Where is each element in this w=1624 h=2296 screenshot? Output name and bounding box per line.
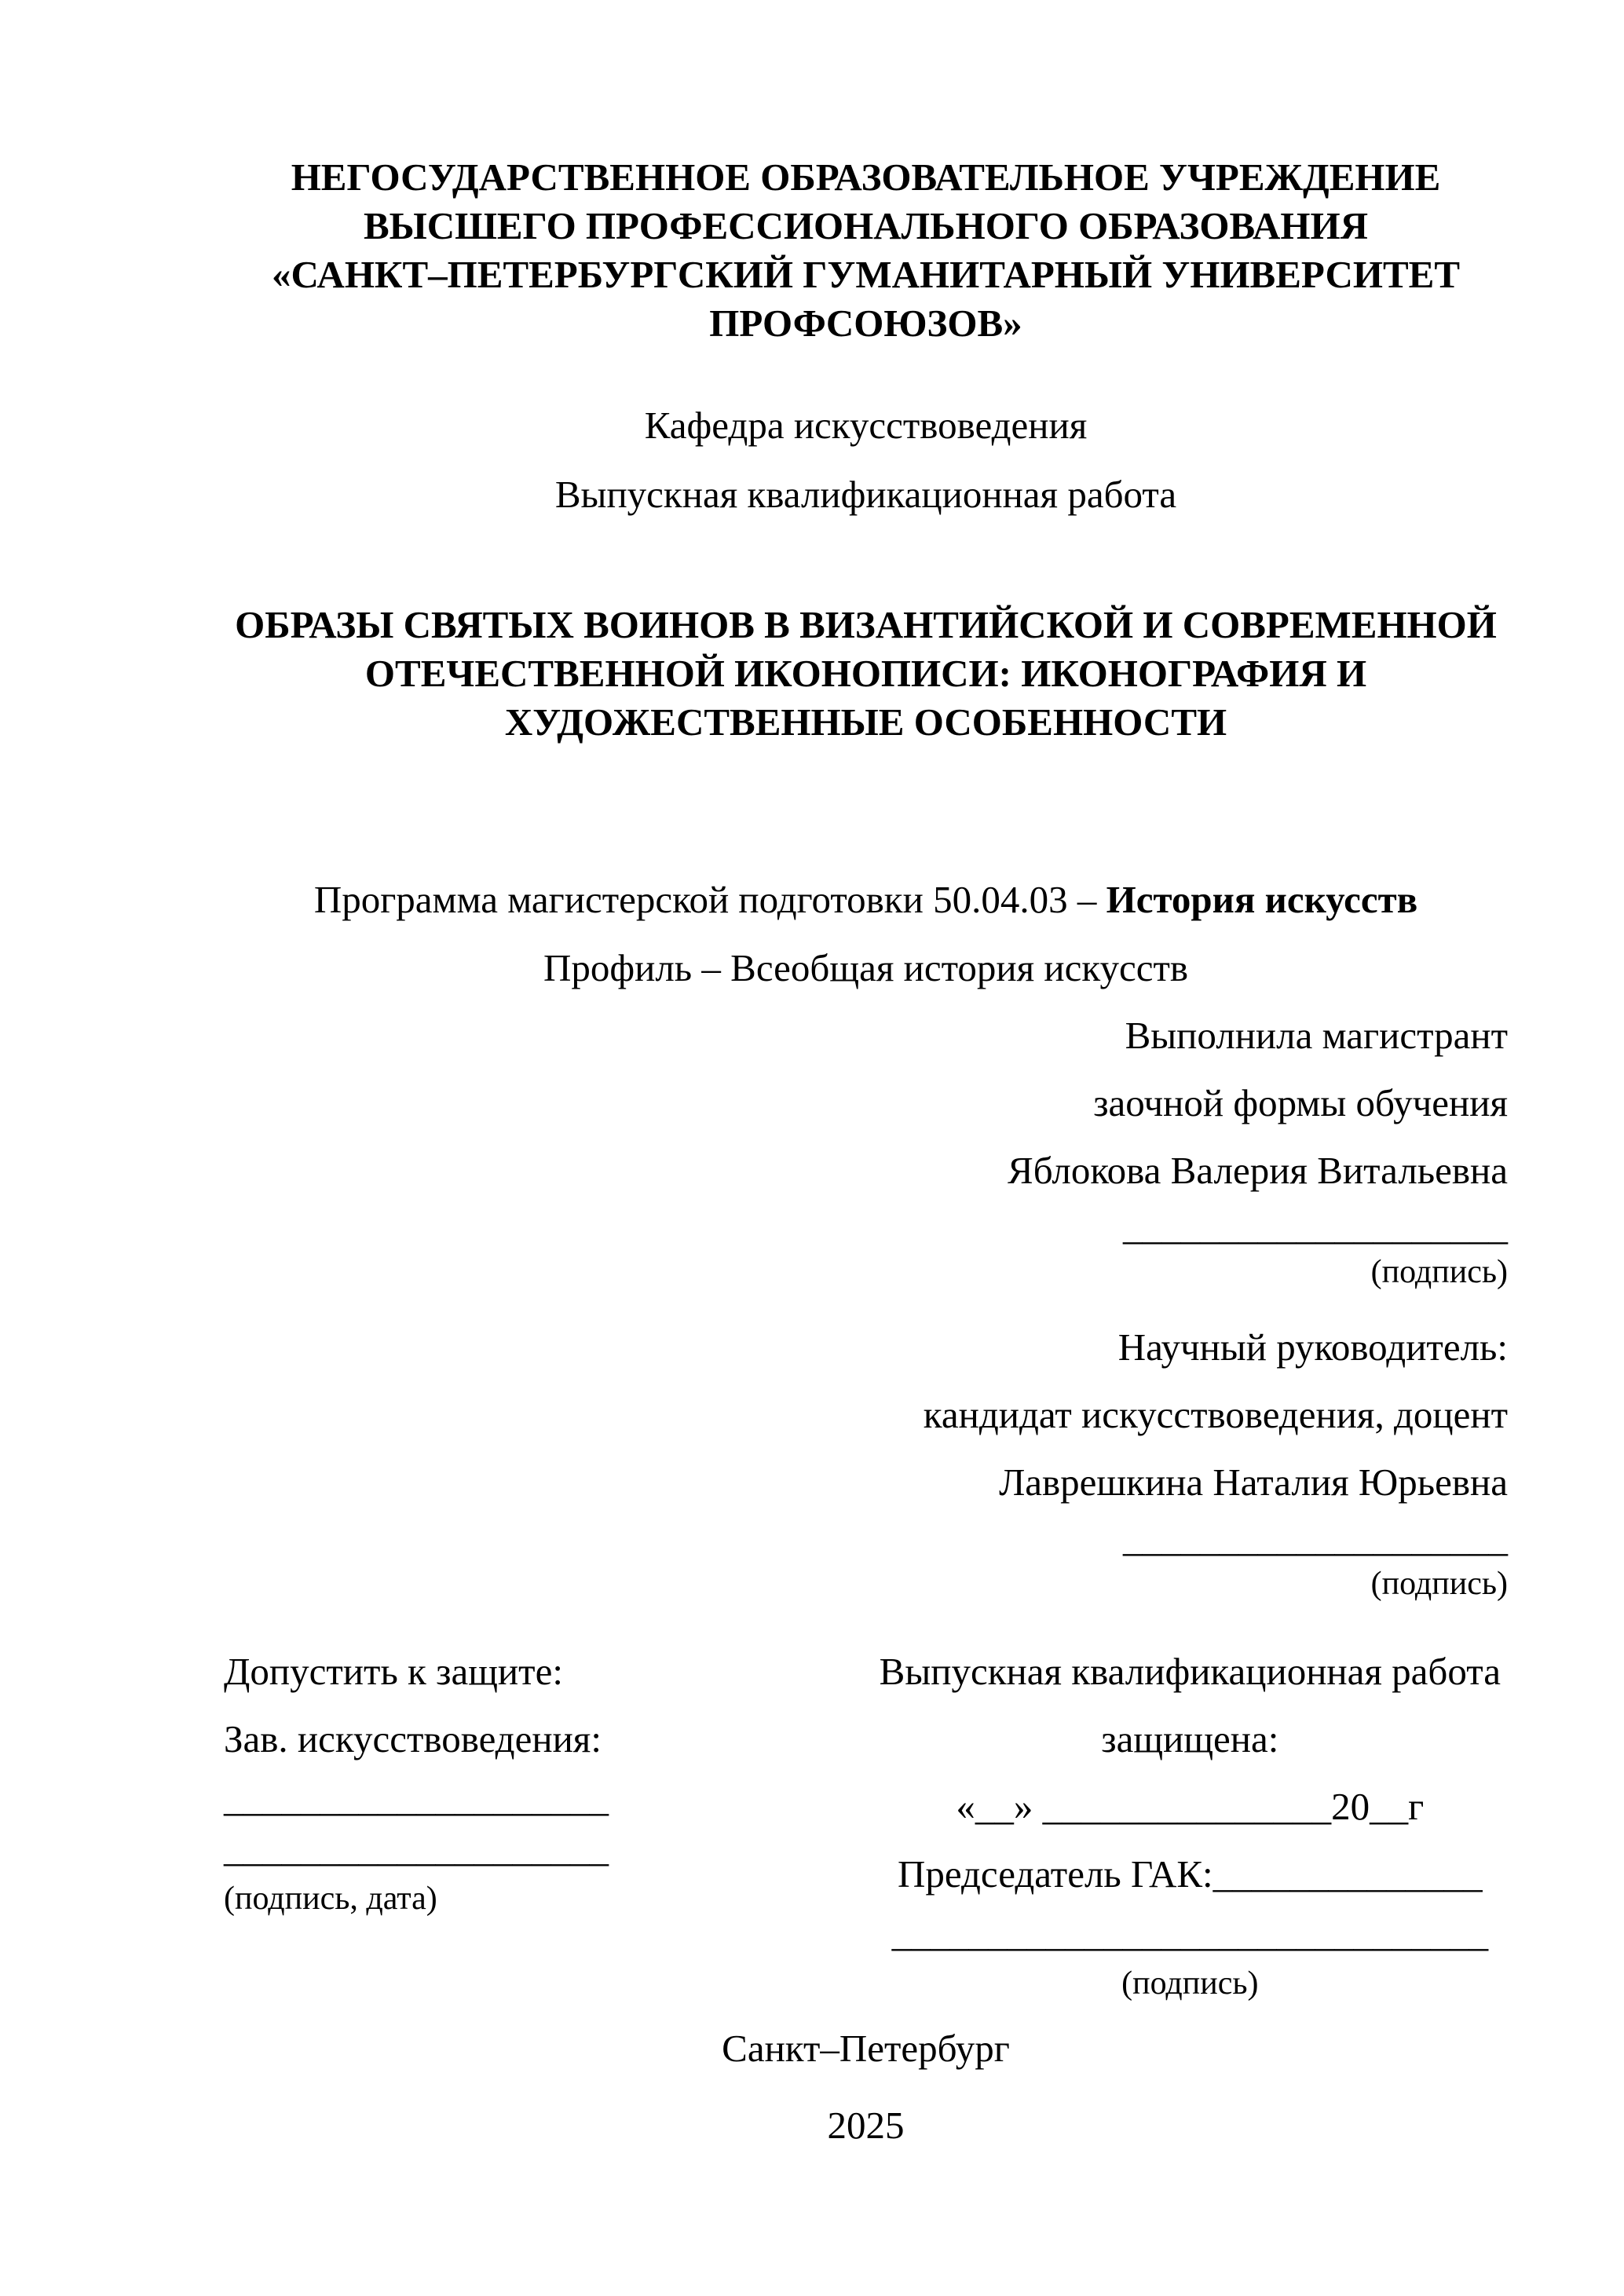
year-line: 2025 [827, 2104, 905, 2147]
program-line [224, 876, 1508, 924]
performed-by-line: Выполнила магистрант [1125, 1014, 1508, 1057]
department-name: Кафедра искусствоведения [644, 404, 1088, 447]
thesis-title-line: ОБРАЗЫ СВЯТЫХ ВОИНОВ В ВИЗАНТИЙСКОЙ И СОВРЕМЕННОЙ [235, 603, 1497, 646]
gak-chairman-line: Председатель ГАК:______________ [898, 1852, 1483, 1896]
department-head-line: Зав. искусствоведения: [224, 1717, 602, 1760]
advisor-signature-line: ____________________ [1123, 1516, 1508, 1559]
student-name: Яблокова Валерия Витальевна [1008, 1149, 1508, 1192]
admission-signature-line-1: ____________________ [224, 1776, 609, 1819]
student-signature-caption: (подпись) [1370, 1254, 1508, 1290]
institution-line: ПРОФСОЮЗОВ» [709, 302, 1022, 345]
thesis-title-line: ОТЕЧЕСТВЕННОЙ ИКОНОПИСИ: ИКОНОГРАФИЯ И [364, 652, 1367, 695]
city-line: Санкт–Петербург [722, 2027, 1010, 2070]
thesis-title [224, 601, 1508, 747]
admission-block [224, 1638, 872, 2009]
thesis-title-line: ХУДОЖЕСТВЕННЫЕ ОСОБЕННОСТИ [504, 700, 1227, 744]
student-block [224, 1002, 1508, 1296]
work-type: Выпускная квалификационная работа [554, 473, 1177, 516]
study-form-line: заочной формы обучения [1093, 1081, 1508, 1124]
institution-line: ВЫСШЕГО ПРОФЕССИОНАЛЬНОГО ОБРАЗОВАНИЯ [363, 204, 1369, 247]
profile-line: Профиль – Всеобщая история искусств [543, 946, 1188, 989]
defense-block [872, 1638, 1508, 2009]
advisor-name: Лаврешкина Наталия Юрьевна [999, 1461, 1508, 1504]
admit-to-defense-line: Допустить к защите: [224, 1650, 563, 1693]
program-prefix: Программа магистерской подготовки 50.04.03 – [313, 878, 1106, 921]
defense-signature-caption: (подпись) [1121, 1965, 1259, 2002]
program-name: История искусств [1106, 878, 1418, 921]
student-signature-line: ____________________ [1123, 1205, 1508, 1248]
advisor-degree: кандидат искусствоведения, доцент [923, 1393, 1508, 1436]
advisor-block [224, 1314, 1508, 1607]
admission-signature-line-2: ____________________ [224, 1826, 609, 1870]
advisor-signature-caption: (подпись) [1370, 1566, 1508, 1602]
defense-date-line: «__» _______________20__г [956, 1785, 1425, 1828]
admission-signature-caption: (подпись, дата) [224, 1881, 437, 1917]
institution-name [224, 153, 1508, 348]
defended-line: защищена: [1101, 1717, 1279, 1760]
defense-signature-line: _______________________________ [891, 1911, 1489, 1954]
approval-section [224, 1638, 1508, 2009]
institution-line: «САНКТ–ПЕТЕРБУРГСКИЙ ГУМАНИТАРНЫЙ УНИВЕРСИТЕТ [271, 253, 1461, 296]
institution-line: НЕГОСУДАРСТВЕННОЕ ОБРАЗОВАТЕЛЬНОЕ УЧРЕЖДЕНИЕ [291, 155, 1441, 199]
defense-work-line: Выпускная квалификационная работа [879, 1650, 1501, 1693]
advisor-heading: Научный руководитель: [1117, 1325, 1508, 1369]
